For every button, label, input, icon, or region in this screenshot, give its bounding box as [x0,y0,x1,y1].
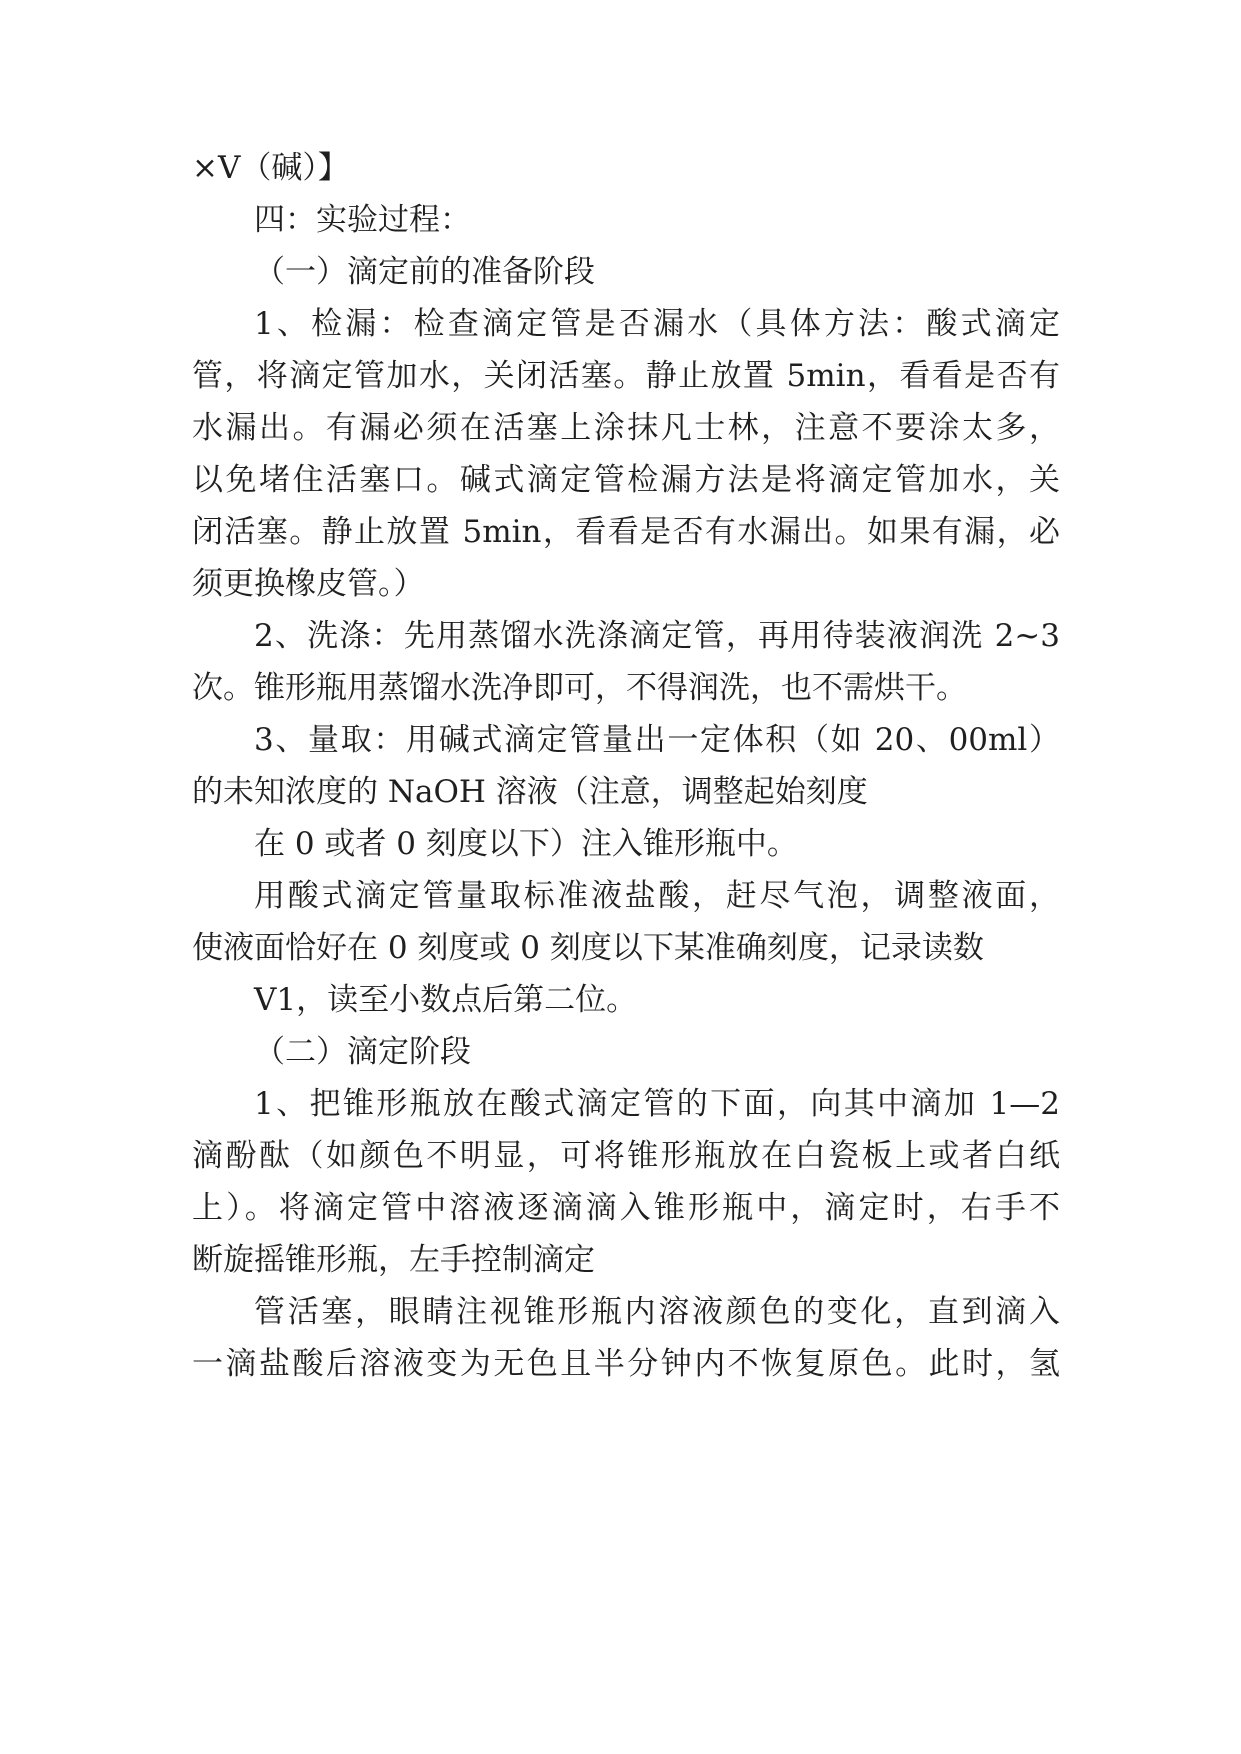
subsection-heading: （二）滴定阶段 [254,1034,471,1070]
text-line: 3、量取：用碱式滴定管量出一定体积（如 20、00ml） [254,722,1060,758]
text-line: ×V（碱）】 [192,150,349,186]
text-line: 闭活塞。静止放置 5min，看看是否有水漏出。如果有漏，必 [192,514,1060,550]
text-line: 管，将滴定管加水，关闭活塞。静止放置 5min，看看是否有 [192,358,1060,394]
text-line: 1、检漏：检查滴定管是否漏水（具体方法：酸式滴定 [254,306,1060,342]
text-line: 以免堵住活塞口。碱式滴定管检漏方法是将滴定管加水，关 [192,462,1060,498]
section-heading: 四：实验过程： [254,202,471,238]
text-line: 用酸式滴定管量取标准液盐酸，赶尽气泡，调整液面， [254,878,1060,914]
text-line: 2、洗涤：先用蒸馏水洗涤滴定管，再用待装液润洗 2~3 [254,618,1060,654]
text-line: 断旋摇锥形瓶，左手控制滴定 [192,1242,595,1278]
text-line: 的未知浓度的 NaOH 溶液（注意，调整起始刻度 [192,774,868,810]
text-line: 水漏出。有漏必须在活塞上涂抹凡士林，注意不要涂太多， [192,410,1060,446]
text-line: 使液面恰好在 0 刻度或 0 刻度以下某准确刻度，记录读数 [192,930,984,966]
text-line: 上）。将滴定管中溶液逐滴滴入锥形瓶中，滴定时，右手不 [192,1190,1060,1226]
subsection-heading: （一）滴定前的准备阶段 [254,254,595,290]
text-line: 次。锥形瓶用蒸馏水洗净即可，不得润洗，也不需烘干。 [192,670,967,706]
text-line: 须更换橡皮管。） [192,566,425,602]
text-line: 管活塞，眼睛注视锥形瓶内溶液颜色的变化，直到滴入 [254,1294,1060,1330]
text-line: 滴酚酞（如颜色不明显，可将锥形瓶放在白瓷板上或者白纸 [192,1138,1060,1174]
text-line: V1，读至小数点后第二位。 [254,982,638,1018]
text-line: 一滴盐酸后溶液变为无色且半分钟内不恢复原色。此时，氢 [192,1346,1060,1382]
text-line: 1、把锥形瓶放在酸式滴定管的下面，向其中滴加 1—2 [254,1086,1060,1122]
text-line: 在 0 或者 0 刻度以下）注入锥形瓶中。 [254,826,798,862]
